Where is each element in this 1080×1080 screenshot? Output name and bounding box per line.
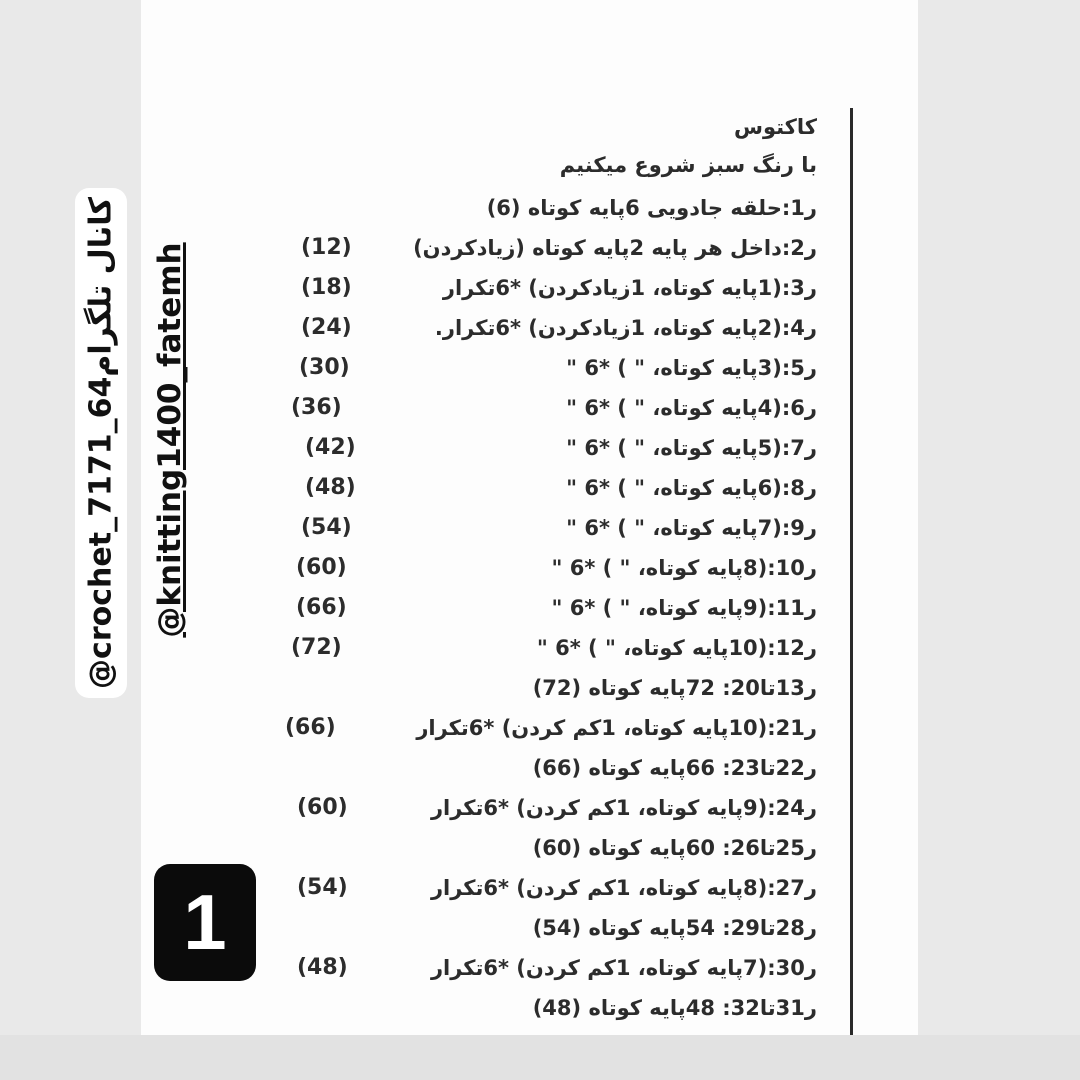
stitch-count: (18)	[301, 275, 352, 300]
knitting-handle-text: @knitting1400_fatemh	[152, 242, 188, 638]
row-line: ر11:(9پایه کوتاه، " ) *6 "	[551, 596, 817, 620]
stitch-count: (48)	[305, 475, 356, 500]
stitch-count: (54)	[301, 515, 352, 540]
stitch-count: (30)	[299, 355, 350, 380]
stitch-count: (66)	[296, 595, 347, 620]
stitch-count: (66)	[285, 715, 336, 740]
pattern-title: کاکتوس	[733, 115, 817, 139]
knitting-handle-label[interactable]	[148, 210, 192, 670]
stitch-count: (60)	[297, 795, 348, 820]
row-line: ر9:(7پایه کوتاه، " ) *6 "	[566, 516, 817, 540]
row-line: ر31تا32: 48پایه کوتاه (48)	[532, 996, 817, 1020]
row-line: ر21:(10پایه کوتاه، 1کم کردن) *6تکرار	[416, 716, 817, 740]
telegram-channel-label[interactable]	[75, 188, 127, 698]
stitch-count: (60)	[296, 555, 347, 580]
row-line: ر4:(2پایه کوتاه، 1زیادکردن) *6تکرار.	[434, 316, 817, 340]
page-number-badge: 1	[154, 864, 256, 981]
row-line: ر10:(8پایه کوتاه، " ) *6 "	[551, 556, 817, 580]
stitch-count: (48)	[297, 955, 348, 980]
stitch-count: (12)	[301, 235, 352, 260]
margin-rule	[850, 108, 853, 1035]
row-line: ر24:(9پایه کوتاه، 1کم کردن) *6تکرار	[430, 796, 817, 820]
row-line: ر5:(3پایه کوتاه، " ) *6 "	[566, 356, 817, 380]
row-line: ر30:(7پایه کوتاه، 1کم کردن) *6تکرار	[430, 956, 817, 980]
stitch-count: (72)	[291, 635, 342, 660]
row-line: ر6:(4پایه کوتاه، " ) *6 "	[566, 396, 817, 420]
row-line: ر25تا26: 60پایه کوتاه (60)	[532, 836, 817, 860]
telegram-channel-text: @crochet_7171_64کانال تلگرام	[83, 197, 119, 689]
row-line: ر27:(8پایه کوتاه، 1کم کردن) *6تکرار	[430, 876, 817, 900]
stitch-count: (24)	[301, 315, 352, 340]
row-line: ر28تا29: 54پایه کوتاه (54)	[532, 916, 817, 940]
row-line: ر12:(10پایه کوتاه، " ) *6 "	[536, 636, 817, 660]
row-line: ر7:(5پایه کوتاه، " ) *6 "	[566, 436, 817, 460]
bottom-band	[0, 1035, 1080, 1080]
row-line: ر1:حلقه جادویی 6پایه کوتاه (6)	[486, 196, 817, 220]
row-line: ر22تا23: 66پایه کوتاه (66)	[532, 756, 817, 780]
row-line: ر2:داخل هر پایه 2پایه کوتاه (زیادکردن)	[413, 236, 817, 260]
row-line: ر8:(6پایه کوتاه، " ) *6 "	[566, 476, 817, 500]
row-line: ر3:(1پایه کوتاه، 1زیادکردن) *6تکرار	[442, 276, 817, 300]
stitch-count: (42)	[305, 435, 356, 460]
stitch-count: (54)	[297, 875, 348, 900]
row-line: ر13تا20: 72پایه کوتاه (72)	[532, 676, 817, 700]
stitch-count: (36)	[291, 395, 342, 420]
pattern-subtitle: با رنگ سبز شروع میکنیم	[559, 153, 817, 177]
